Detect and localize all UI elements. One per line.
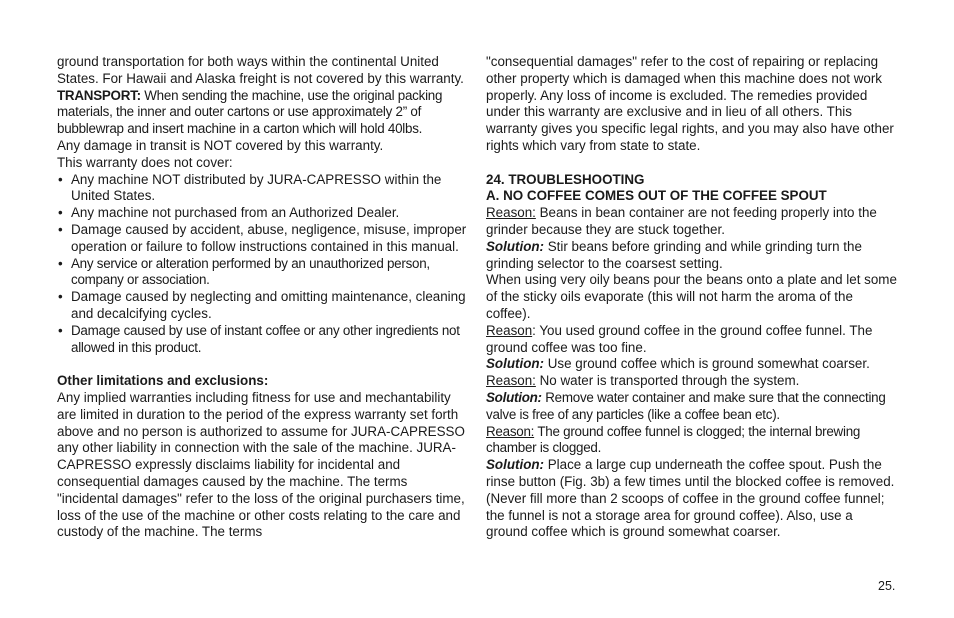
solution-text: Use ground coffee which is ground somewhat coarser. bbox=[547, 356, 870, 372]
left-column bbox=[57, 54, 469, 541]
list-item: • Damage caused by use of instant coffee or any other ingredients not allowed in this product. bbox=[57, 323, 469, 357]
solution-3 bbox=[486, 390, 898, 424]
solution-4 bbox=[486, 457, 898, 541]
transit-note: Any damage in transit is NOT covered by this warranty. bbox=[57, 137, 384, 153]
reason-label: Reason: bbox=[486, 373, 536, 389]
limitations-heading: Other limitations and exclusions: bbox=[57, 373, 269, 389]
oily-beans-note: When using very oily beans pour the beans onto a plate and let some of the sticky oils evaporate (this will not harm the aroma of the coffee). bbox=[486, 272, 897, 321]
solution-label: Solution: bbox=[486, 457, 545, 473]
solution-text: Stir beans before grinding and while grinding turn the grinding selector to the coarsest setting. bbox=[486, 238, 862, 271]
warranty-transport-paragraph: ground transportation for both ways within the continental United States. For Hawaii and Alaska freight is not covered by this warranty. bbox=[57, 54, 464, 86]
solution-text: Place a large cup underneath the coffee spout. Push the rinse button (Fig. 3b) a few times until the blocked coffee is removed. (Never fill more than 2 scoops of coffee in the ground coffee funnel; the funnel is not a storage area for ground coffee). Also, use a ground coffee which is ground somewhat coarser. bbox=[486, 457, 895, 540]
list-item: • Damage caused by accident, abuse, negligence, misuse, improper operation or failure to follow instructions contained in this manual. bbox=[57, 222, 469, 256]
reason-text: The ground coffee funnel is clogged; the internal brewing chamber is clogged. bbox=[486, 423, 861, 456]
transport-paragraph bbox=[57, 88, 469, 138]
reason-text: : You used ground coffee in the ground coffee funnel. The ground coffee was too fine. bbox=[486, 322, 873, 355]
solution-label: Solution: bbox=[486, 389, 542, 405]
reason-label: Reason bbox=[486, 322, 533, 338]
right-column bbox=[486, 54, 898, 541]
reason-label: Reason: bbox=[486, 205, 536, 221]
consequential-damages-paragraph: "consequential damages" refer to the cost of repairing or replacing other property which is damaged when this machine does not work properly. Any loss of income is excluded. The remedies provided under this warranty are exclusive and in lieu of all others. This warranty gives you specific legal rights, and you may also have other rights which vary from state to state. bbox=[486, 54, 894, 153]
reason-text: No water is transported through the system. bbox=[539, 373, 800, 389]
reason-label: Reason: bbox=[486, 423, 535, 439]
solution-1 bbox=[486, 239, 898, 273]
solution-text: Remove water container and make sure that the connecting valve is free of any particles (like a coffee bean etc). bbox=[486, 389, 886, 422]
limitations-paragraph: Any implied warranties including fitness for use and mechantability are limited in duration to the period of the express warranty set forth above and no person is authorized to assume for JURA-CAPRESSO any other liability in connection with the sale of the machine. JURA-CAPRESSO expressly disclaims liability for incidental and consequential damages caused by the machine. The terms "incidental damages" refer to the loss of the original purchasers time, loss of the use of the machine or other costs relating to the care and custody of the machine. The terms bbox=[57, 389, 465, 540]
list-item: • Any machine not purchased from an Authorized Dealer. bbox=[57, 205, 469, 222]
solution-2 bbox=[486, 356, 898, 373]
reason-3 bbox=[486, 373, 898, 390]
page-number: 25. bbox=[878, 579, 896, 593]
solution-label: Solution: bbox=[486, 356, 545, 372]
exclusions-list bbox=[57, 172, 469, 357]
reason-2 bbox=[486, 323, 898, 357]
reason-text: Beans in bean container are not feeding properly into the grinder because they are stuck together. bbox=[486, 205, 877, 237]
list-item: • Any machine NOT distributed by JURA-CAPRESSO within the United States. bbox=[57, 172, 469, 206]
transport-label: TRANSPORT: bbox=[57, 87, 141, 103]
troubleshooting-heading: 24. TROUBLESHOOTING bbox=[486, 171, 645, 187]
list-item: • Any service or alteration performed by an unauthorized person, company or association. bbox=[57, 256, 469, 290]
transport-text: When sending the machine, use the original packing materials, the inner and outer cartons or use approximately 2” of bubblewrap and insert machine in a carton which will hold 40lbs. bbox=[57, 87, 443, 137]
reason-4 bbox=[486, 424, 898, 458]
no-coffee-subheading: A. NO COFFEE COMES OUT OF THE COFFEE SPOUT bbox=[486, 188, 827, 204]
list-item: • Damage caused by neglecting and omitting maintenance, cleaning and decalcifying cycles. bbox=[57, 289, 469, 323]
not-covered-intro: This warranty does not cover: bbox=[57, 154, 233, 170]
reason-1 bbox=[486, 205, 898, 239]
solution-label: Solution: bbox=[486, 238, 545, 254]
